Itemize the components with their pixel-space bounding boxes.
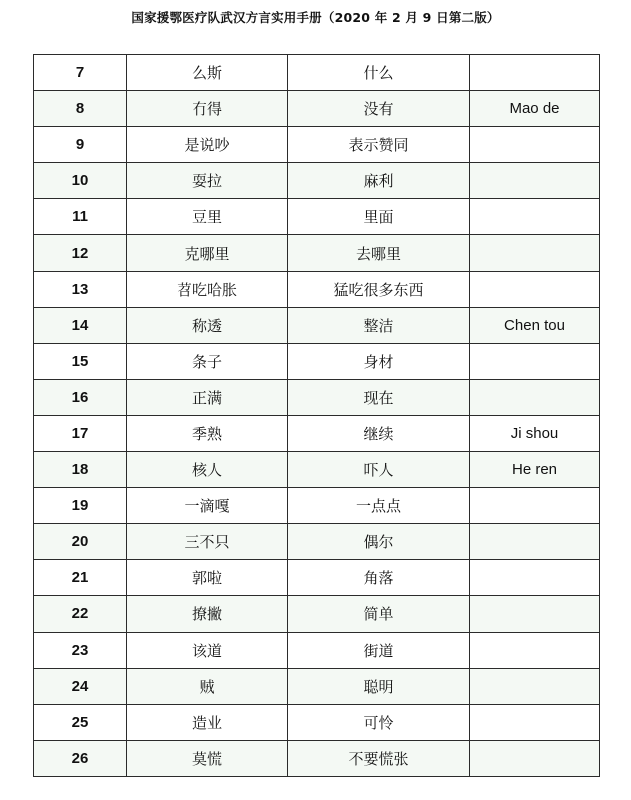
table-row — [34, 704, 600, 740]
pinyin-cell — [470, 199, 600, 235]
pinyin-cell — [470, 560, 600, 596]
table-row — [34, 235, 600, 271]
dialect-table — [33, 54, 600, 777]
meaning-cell: 不要慌张 — [288, 740, 470, 776]
row-number-cell: 15 — [34, 343, 127, 379]
row-number-cell: 21 — [34, 560, 127, 596]
meaning-cell: 街道 — [288, 632, 470, 668]
dialect-term-cell: 撩撇 — [127, 596, 288, 632]
table-row — [34, 488, 600, 524]
dialect-term-cell: 称透 — [127, 307, 288, 343]
row-number-cell: 16 — [34, 379, 127, 415]
table-row — [34, 343, 600, 379]
pinyin-cell — [470, 596, 600, 632]
table-row — [34, 55, 600, 91]
meaning-cell: 表示赞同 — [288, 127, 470, 163]
table-row — [34, 163, 600, 199]
table-row — [34, 524, 600, 560]
dialect-term-cell: 三不只 — [127, 524, 288, 560]
row-number-cell: 24 — [34, 668, 127, 704]
dialect-term-cell: 一滴嘎 — [127, 488, 288, 524]
meaning-cell: 身材 — [288, 343, 470, 379]
dialect-term-cell: 是说吵 — [127, 127, 288, 163]
dialect-term-cell: 该道 — [127, 632, 288, 668]
pinyin-cell — [470, 127, 600, 163]
table-row — [34, 415, 600, 451]
meaning-cell: 什么 — [288, 55, 470, 91]
meaning-cell: 吓人 — [288, 452, 470, 488]
row-number-cell: 20 — [34, 524, 127, 560]
dialect-term-cell: 郭啦 — [127, 560, 288, 596]
meaning-cell: 猛吃很多东西 — [288, 271, 470, 307]
meaning-cell: 继续 — [288, 415, 470, 451]
dialect-term-cell: 冇得 — [127, 91, 288, 127]
meaning-cell: 可怜 — [288, 704, 470, 740]
dialect-term-cell: 克哪里 — [127, 235, 288, 271]
table-row — [34, 91, 600, 127]
row-number-cell: 18 — [34, 452, 127, 488]
row-number-cell: 17 — [34, 415, 127, 451]
table-row — [34, 560, 600, 596]
table-row — [34, 199, 600, 235]
dialect-term-cell: 豆里 — [127, 199, 288, 235]
row-number-cell: 10 — [34, 163, 127, 199]
meaning-cell: 里面 — [288, 199, 470, 235]
pinyin-cell — [470, 55, 600, 91]
pinyin-cell — [470, 379, 600, 415]
meaning-cell: 现在 — [288, 379, 470, 415]
dialect-term-cell: 么斯 — [127, 55, 288, 91]
table-row — [34, 271, 600, 307]
pinyin-cell: Chen tou — [470, 307, 600, 343]
dialect-table-body — [34, 55, 600, 777]
dialect-term-cell: 贼 — [127, 668, 288, 704]
pinyin-cell — [470, 740, 600, 776]
pinyin-cell — [470, 668, 600, 704]
table-row — [34, 632, 600, 668]
table-row — [34, 379, 600, 415]
meaning-cell: 麻利 — [288, 163, 470, 199]
dialect-term-cell: 正满 — [127, 379, 288, 415]
row-number-cell: 11 — [34, 199, 127, 235]
pinyin-cell — [470, 163, 600, 199]
pinyin-cell — [470, 704, 600, 740]
row-number-cell: 12 — [34, 235, 127, 271]
pinyin-cell — [470, 271, 600, 307]
row-number-cell: 22 — [34, 596, 127, 632]
row-number-cell: 23 — [34, 632, 127, 668]
table-row — [34, 452, 600, 488]
table-row — [34, 596, 600, 632]
pinyin-cell — [470, 524, 600, 560]
pinyin-cell — [470, 632, 600, 668]
row-number-cell: 13 — [34, 271, 127, 307]
meaning-cell: 聪明 — [288, 668, 470, 704]
meaning-cell: 偶尔 — [288, 524, 470, 560]
row-number-cell: 19 — [34, 488, 127, 524]
pinyin-cell: Ji shou — [470, 415, 600, 451]
dialect-term-cell: 条子 — [127, 343, 288, 379]
dialect-term-cell: 季熟 — [127, 415, 288, 451]
pinyin-cell: Mao de — [470, 91, 600, 127]
table-row — [34, 740, 600, 776]
pinyin-cell — [470, 488, 600, 524]
table-row — [34, 668, 600, 704]
meaning-cell: 没有 — [288, 91, 470, 127]
dialect-term-cell: 莫慌 — [127, 740, 288, 776]
row-number-cell: 14 — [34, 307, 127, 343]
row-number-cell: 25 — [34, 704, 127, 740]
table-row — [34, 307, 600, 343]
pinyin-cell: He ren — [470, 452, 600, 488]
document-title: 国家援鄂医疗队武汉方言实用手册（2020 年 2 月 9 日第二版） — [131, 10, 500, 25]
meaning-cell: 角落 — [288, 560, 470, 596]
pinyin-cell — [470, 235, 600, 271]
meaning-cell: 整洁 — [288, 307, 470, 343]
pinyin-cell — [470, 343, 600, 379]
row-number-cell: 26 — [34, 740, 127, 776]
meaning-cell: 简单 — [288, 596, 470, 632]
row-number-cell: 8 — [34, 91, 127, 127]
dialect-term-cell: 苕吃哈胀 — [127, 271, 288, 307]
meaning-cell: 一点点 — [288, 488, 470, 524]
row-number-cell: 9 — [34, 127, 127, 163]
meaning-cell: 去哪里 — [288, 235, 470, 271]
row-number-cell: 7 — [34, 55, 127, 91]
table-row — [34, 127, 600, 163]
dialect-term-cell: 核人 — [127, 452, 288, 488]
dialect-term-cell: 造业 — [127, 704, 288, 740]
dialect-term-cell: 耍拉 — [127, 163, 288, 199]
